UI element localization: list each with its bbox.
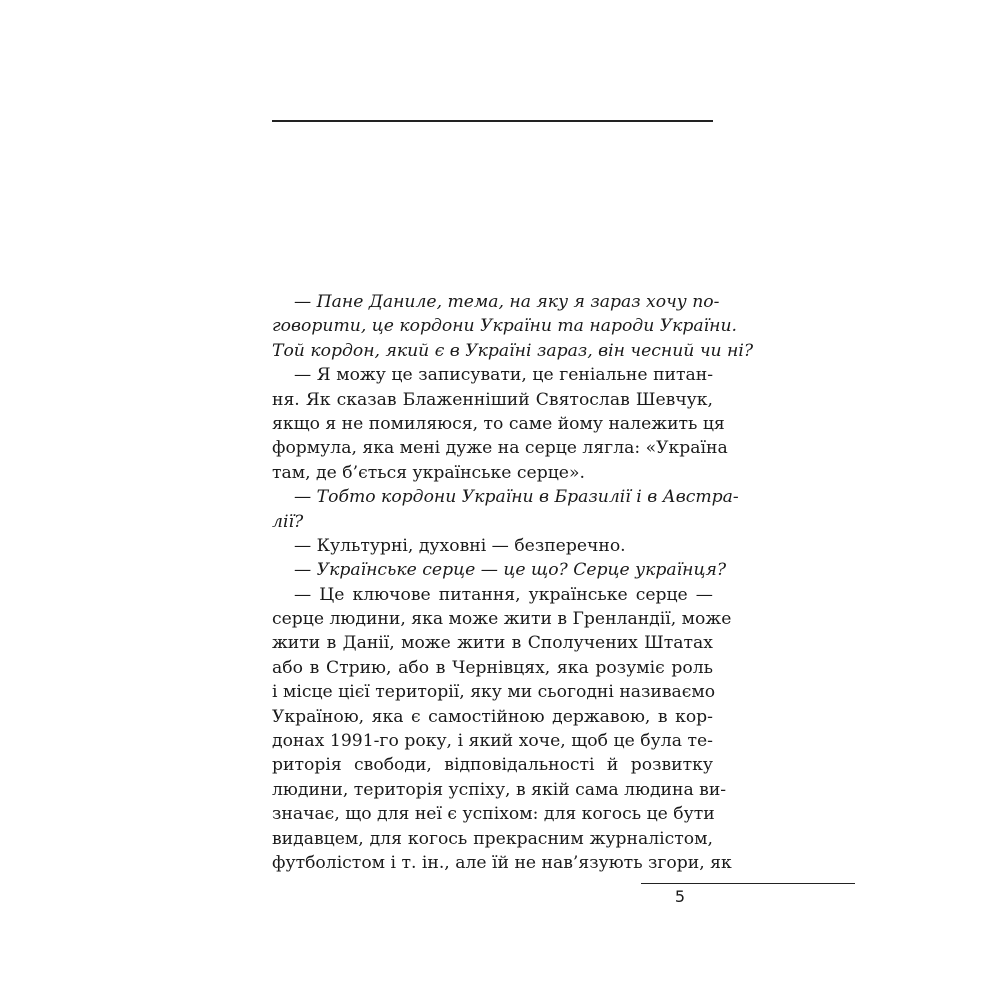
answer-line: видавцем, для когось прекрасним журналістом, [272, 828, 713, 849]
answer-line: — Я можу це записувати, це геніальне питан- [294, 365, 713, 386]
answer-line: — Це ключове питання, українське серце — [294, 584, 713, 605]
answer-line: футболістом і т. ін., але їй не нав’язують згори, як [272, 852, 732, 873]
answer-line: там, де б’ється українське серце». [272, 462, 585, 483]
header-rule [272, 120, 713, 122]
question-line: — Тобто кордони України в Бразилії і в Австра- [294, 487, 739, 508]
answer-line: жити в Данії, може жити в Сполучених Штатах [272, 633, 713, 654]
footer-rule [641, 883, 855, 884]
question-line: — Українське серце — це що? Серце українця? [294, 560, 727, 581]
answer-line: або в Стрию, або в Чернівцях, яка розуміє роль [272, 657, 713, 678]
question-line: лії? [272, 511, 304, 532]
answer-line: ня. Як сказав Блаженніший Святослав Шевчук, [272, 389, 713, 410]
answer-line: донах 1991-го року, і який хоче, щоб це була те- [272, 731, 713, 752]
page-number: 5 [674, 887, 686, 906]
answer-line: — Культурні, духовні — безперечно. [294, 535, 626, 556]
answer-line: людини, територія успіху, в якій сама людина ви- [272, 779, 727, 800]
answer-line: Україною, яка є самостійною державою, в кор- [272, 706, 713, 727]
answer-line: серце людини, яка може жити в Гренландії, може [272, 609, 732, 630]
answer-line: риторія свободи, відповідальності й розвитку [272, 755, 713, 776]
answer-line: якщо я не помиляюся, то саме йому належить ця [272, 413, 725, 434]
question-line: Той кордон, який є в Україні зараз, він чесний чи ні? [272, 340, 754, 361]
question-line: говорити, це кордони України та народи України. [272, 316, 738, 337]
answer-line: формула, яка мені дуже на серце лягла: «Україна [272, 438, 728, 459]
answer-line: значає, що для неї є успіхом: для когось це бути [272, 804, 715, 825]
interview-text [272, 290, 754, 875]
answer-line: і місце цієї території, яку ми сьогодні називаємо [272, 682, 716, 703]
question-line: — Пане Даниле, тема, на яку я зараз хочу по- [294, 292, 720, 312]
